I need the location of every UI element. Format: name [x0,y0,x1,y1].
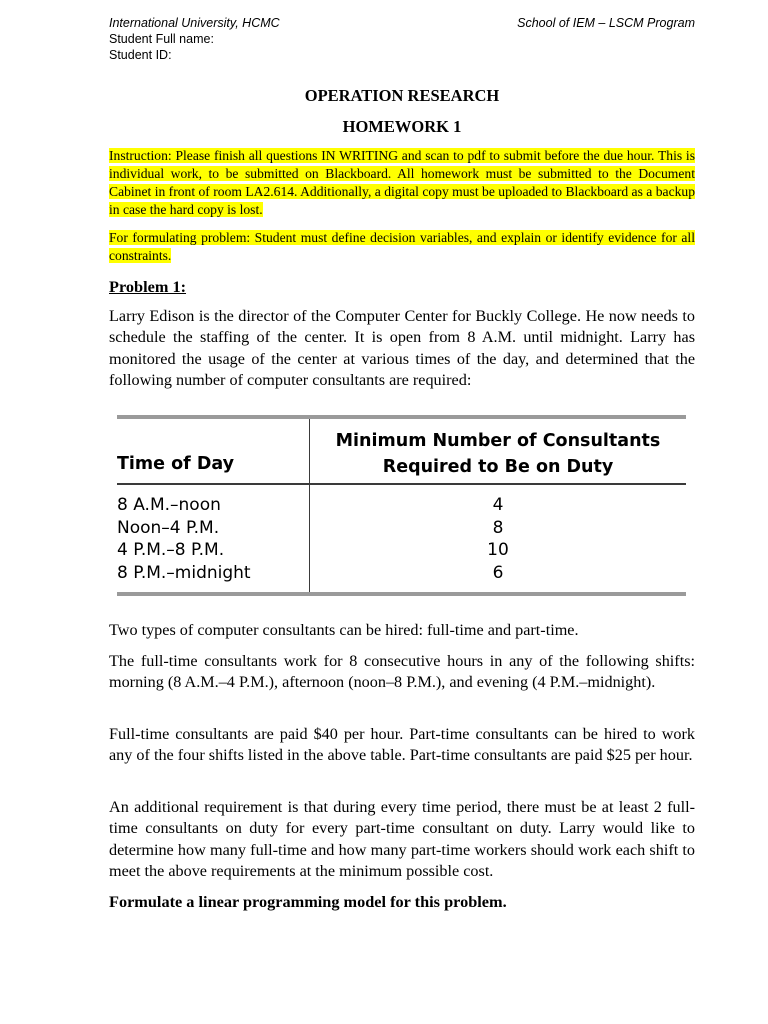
table-row [117,495,686,517]
table-cell-time: 4 P.M.–8 P.M. [117,540,225,560]
table-top-rule [117,415,686,419]
table-row [117,540,686,562]
table-cell-value: 6 [492,563,504,583]
consultant-requirements-table [117,415,686,597]
formulation-note-block [109,229,695,265]
institution-name: International University, HCMC [109,16,280,30]
requirement-paragraph [109,797,695,882]
program-name: School of IEM – LSCM Program [517,16,695,30]
task-statement: Formulate a linear programming model for this problem. [109,892,507,911]
table-header-consultants [310,428,686,480]
table-cell-time: 8 P.M.–midnight [117,563,251,583]
table-header-consultants-line2: Required to Be on Duty [382,457,614,477]
table-cell-value: 10 [487,540,509,560]
table-bottom-rule [117,592,686,596]
fulltime-shifts-paragraph [109,651,695,694]
problem-intro-text: Larry Edison is the director of the Computer Center for Buckly College. He now needs to schedule the staffing of the center. It is open from 8 A.M. until midnight. Larry has monitored the usage of the center at various times of the day, and determined that the following number of computer consultants are required: [109,307,695,389]
table-header-consultants-line1: Minimum Number of Consultants [335,431,661,451]
table-cell-value: 4 [492,495,504,515]
instruction-text: Instruction: Please finish all questions IN WRITING and scan to pdf to submit before the due hour. This is individual work, to be submitted on Blackboard. All homework must be submitted to the Document Cabinet in front of room LA2.614. Additionally, a digital copy must be uploaded to Blackboard as a backup in case the hard copy is lost. [109,148,695,217]
table-row [117,563,686,585]
problem-intro [109,306,695,391]
table-header-time: Time of Day [117,454,235,474]
page-header-left [109,15,280,63]
table-cell-time: 8 A.M.–noon [117,495,221,515]
pay-rates-text: Full-time consultants are paid $40 per hour. Part-time consultants can be hired to work any of the four shifts listed in the above table. Part-time consultants are paid $25 per hour. [109,725,695,765]
fulltime-shifts-text: The full-time consultants work for 8 consecutive hours in any of the following shifts: morning (8 A.M.–4 P.M.), afternoon (noon–8 P.M.), and evening (4 P.M.–midnight). [109,652,695,692]
table-cell-value: 8 [492,518,504,538]
pay-rates-paragraph [109,724,695,767]
table-row [117,518,686,540]
document-title: OPERATION RESEARCH [304,86,500,105]
student-id-label: Student ID: [109,48,172,62]
consultant-types-paragraph [109,620,695,641]
instruction-block [109,147,695,219]
student-name-label: Student Full name: [109,32,214,46]
table-header-rule [117,483,686,485]
document-subtitle: HOMEWORK 1 [342,117,462,136]
requirement-text: An additional requirement is that during every time period, there must be at least 2 full-time consultants on duty for every part-time consultant on duty. Larry would like to determine how many full-time and how many part-time workers should work each shift to meet the above requirements at the minimum possible cost. [109,798,695,880]
problem-heading: Problem 1: [109,277,187,296]
table-cell-time: Noon–4 P.M. [117,518,220,538]
consultant-types-text: Two types of computer consultants can be hired: full-time and part-time. [109,621,579,639]
formulation-note-text: For formulating problem: Student must define decision variables, and explain or identify evidence for all constraints. [109,230,695,263]
